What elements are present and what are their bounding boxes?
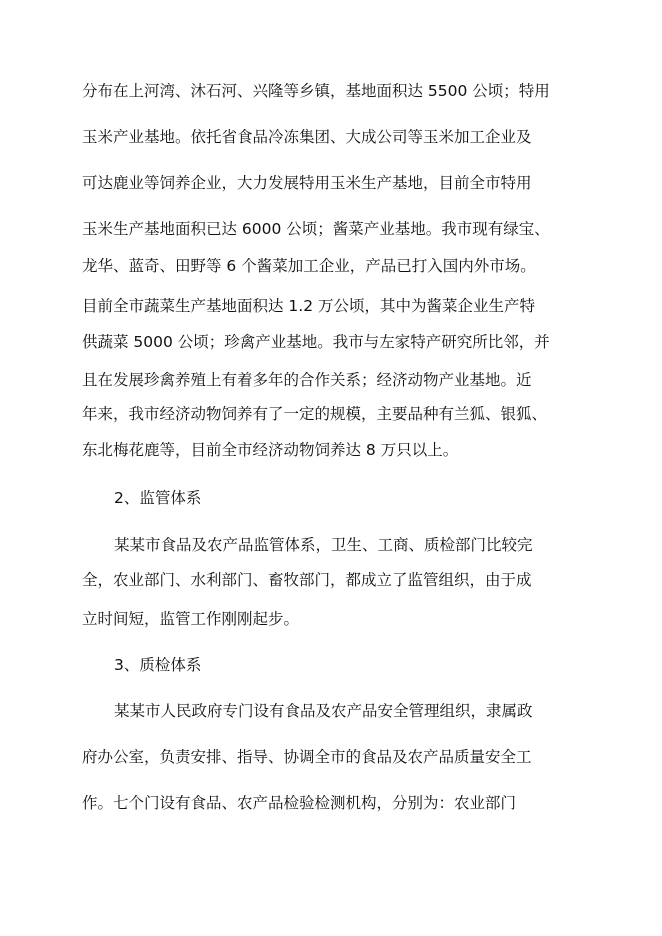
section-heading-supervision: 2、监管体系 [114,489,202,507]
paragraph-line: 玉米生产基地面积已达 6000 公顷；酱菜产业基地。我市现有绿宝、 [82,220,550,238]
paragraph-line: 作。七个门设有食品、农产品检验检测机构，分别为：农业部门 [82,794,517,812]
paragraph-line: 东北梅花鹿等，目前全市经济动物饲养达 8 万只以上。 [82,441,459,459]
paragraph-line: 年来，我市经济动物饲养有了一定的规模，主要品种有兰狐、银狐、 [82,405,548,423]
paragraph-line: 立时间短，监管工作刚刚起步。 [82,610,300,628]
paragraph-line: 分布在上河湾、沐石河、兴隆等乡镇，基地面积达 5500 公顷；特用 [82,82,550,100]
paragraph-line: 某某市食品及农产品监管体系，卫生、工商、质检部门比较完 [114,536,533,554]
paragraph-line: 龙华、蓝奇、田野等 6 个酱菜加工企业，产品已打入国内外市场。 [82,257,536,275]
paragraph-line: 可达鹿业等饲养企业，大力发展特用玉米生产基地，目前全市特用 [82,174,532,192]
paragraph-line: 玉米产业基地。依托省食品冷冻集团、大成公司等玉米加工企业及 [82,128,532,146]
section-heading-inspection: 3、质检体系 [114,656,202,674]
paragraph-line: 某某市人民政府专门设有食品及农产品安全管理组织，隶属政 [114,702,533,720]
paragraph-line: 全，农业部门、水利部门、畜牧部门，都成立了监管组织，由于成 [82,571,532,589]
paragraph-line: 且在发展珍禽养殖上有着多年的合作关系；经济动物产业基地。近 [82,371,532,389]
paragraph-line: 供蔬菜 5000 公顷；珍禽产业基地。我市与左家特产研究所比邻，并 [82,333,550,351]
paragraph-line: 目前全市蔬菜生产基地面积达 1.2 万公顷，其中为酱菜企业生产特 [82,297,536,315]
paragraph-line: 府办公室，负责安排、指导、协调全市的食品及农产品质量安全工 [82,748,532,766]
